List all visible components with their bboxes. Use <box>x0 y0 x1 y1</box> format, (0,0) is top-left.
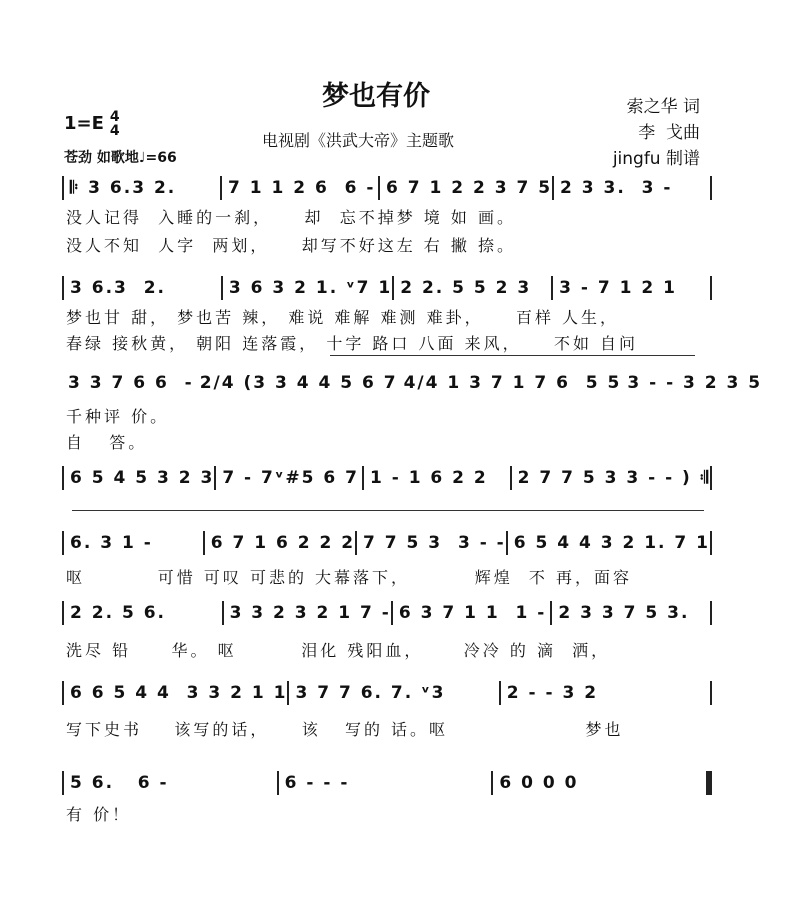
song-title: 梦也有价 <box>322 81 430 112</box>
measure: 3 6 3 2 1. ᵛ7 1 <box>228 278 393 298</box>
barline <box>706 771 712 795</box>
lyric-line: 呕 可惜 可叹 可悲的 大幕落下， 辉煌 不 再，面容 <box>66 568 632 587</box>
notation-row <box>62 601 712 625</box>
measure: 7 1 1 2 6 6 - <box>227 178 376 198</box>
measure: 6 3 7 1 1 1 - <box>398 603 547 623</box>
measure: 3 7 7 6. 7. ᵛ3 <box>295 683 446 703</box>
barline <box>710 466 712 490</box>
measure: 6 - - - <box>284 773 350 793</box>
measure: 2/4 (3 3 4 4 5 6 7 <box>199 373 398 393</box>
measure: 6 7 1 6 2 2 2 <box>210 533 356 553</box>
measure: 2 2. 5 6. <box>70 603 166 623</box>
measure: 6. 3 1 - <box>70 533 153 553</box>
notation-row <box>62 176 712 200</box>
barline <box>710 276 712 300</box>
lyric-line: 梦也甘 甜， 梦也苦 辣， 难说 难解 难测 难卦， 百样 人生， <box>66 308 620 327</box>
measure: 2 2. 5 5 2 3 <box>400 278 532 298</box>
barline <box>710 176 712 200</box>
notation-row <box>62 531 712 555</box>
lyricist: 索之华 词 <box>626 97 700 117</box>
measure: 2 7 7 5 3 3 - - ) 𝄇 <box>517 468 711 488</box>
arranger: jingfu 制谱 <box>612 149 700 169</box>
barline <box>710 681 712 705</box>
barline <box>710 531 712 555</box>
tempo-marking: 苍劲 如歌地♩=66 <box>64 150 177 166</box>
measure: 3 6.3 2. <box>70 278 166 298</box>
measure: 5 6. 6 - <box>70 773 169 793</box>
measure: 7 - 7ᵛ#5 6 7 <box>222 468 359 488</box>
notation-row <box>62 371 763 395</box>
measure: 2 3 3 7 5 3. <box>558 603 690 623</box>
volta-line <box>72 510 704 511</box>
lyric-line: 洗尽 铅 华。 呕 泪化 残阳血， 冷冷 的 滴 洒， <box>66 641 611 660</box>
measure: 3 3 2 3 2 1 7 - <box>229 603 391 623</box>
measure: 3 - 7 1 2 1 <box>559 278 677 298</box>
subtitle: 电视剧《洪武大帝》主题歌 <box>262 131 455 150</box>
measure: 3 - - 3 2 3 5 <box>627 373 763 393</box>
lyric-line: 自 答。 <box>66 433 148 452</box>
measure: 𝄆 3 6.3 2. <box>70 178 177 198</box>
lyric-line: 春绿 接秋黄， 朝阳 连落霞， 十字 路口 八面 来风， 不如 自问 <box>66 334 639 353</box>
key-label: 1=E <box>64 113 104 134</box>
measure: 3 3 7 6 6 - <box>68 373 194 393</box>
lyric-line: 没人记得 入睡的一刹， 却 忘不掉梦 境 如 画。 <box>66 208 516 227</box>
notation-row <box>62 771 712 795</box>
lyric-line: 写下史书 该写的话， 该 写的 话。呕 梦也 <box>66 720 624 739</box>
time-signature <box>110 110 120 138</box>
volta-line <box>330 355 695 356</box>
notation-row <box>62 276 712 300</box>
measure: 2 3 3. 3 - <box>560 178 673 198</box>
lyric-line: 有 价！ <box>66 805 132 824</box>
measure: 7 7 5 3 3 - - <box>363 533 506 553</box>
measure: 6 5 4 5 3 2 3 <box>70 468 215 488</box>
lyric-line: 没人不知 人字 两划， 却写不好这左 右 撇 捺。 <box>66 236 516 255</box>
key-signature <box>64 110 120 138</box>
barline <box>710 601 712 625</box>
notation-row <box>62 681 712 705</box>
measure: 2 - - 3 2 <box>506 683 599 703</box>
time-top: 4 <box>109 109 120 125</box>
measure: 1 - 1 6 2 2 <box>369 468 488 488</box>
measure: 6 5 4 4 3 2 1. 7 1 <box>513 533 710 553</box>
time-bottom: 4 <box>109 123 120 139</box>
measure: 6 6 5 4 4 3 3 2 1 1 <box>70 683 288 703</box>
lyric-line: 千种评 价。 <box>66 407 170 426</box>
notation-row <box>62 466 712 490</box>
measure: 4/4 1 3 7 1 7 6 5 5 <box>403 373 622 393</box>
measure: 6 7 1 2 2 3 7 5 <box>385 178 553 198</box>
composer: 李 戈曲 <box>638 123 700 143</box>
measure: 6 0 0 0 <box>499 773 579 793</box>
